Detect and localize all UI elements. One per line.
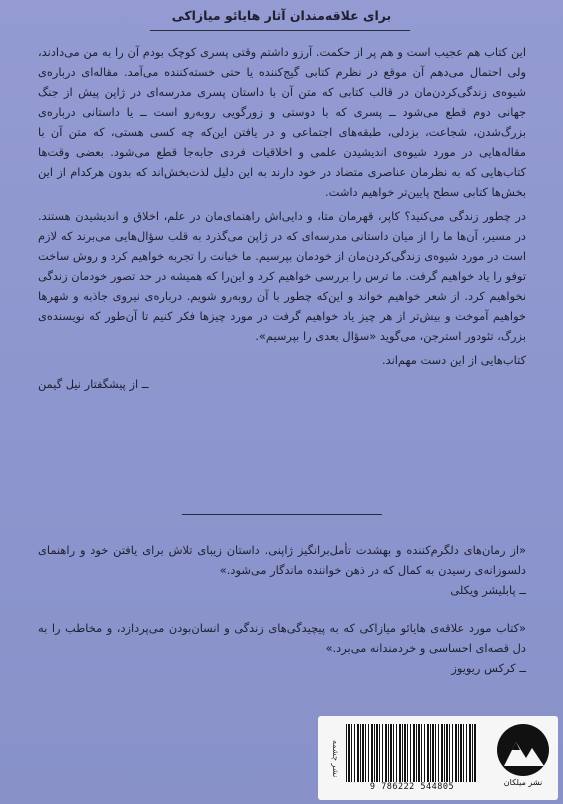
top-divider: [150, 30, 410, 31]
publisher-logo: [496, 722, 550, 794]
quote-text: «از رمان‌های دلگرم‌کننده و بهشدت تأمل‌برانگیز ژاپنی. داستان زیبای تلاش برای یافتن خود و راهنمای دلسوزانه‌ی رسیدن به کمال که در ذهن خواننده ماندگار می‌شود.»: [38, 543, 526, 577]
foreword-attribution: ــ از پیشگفتار نیل گیمن: [38, 377, 149, 391]
quote-source: ــ کرکس ریویوز: [451, 661, 526, 675]
barcode: [346, 724, 476, 782]
foreword-paragraph: این کتاب هم عجیب است و هم پر از حکمت. آرزو داشتم وقتی پسری کوچک بودم آن را به من می‌دادند، ولی احتمال می‌دهم آن موقع در نظرم کتابی گیج‌کننده یا حتی خسته‌کننده می‌آمد. مقاله‌ای درباره‌ی شیوه‌ی زندگی‌کردن‌مان در قالب کتابی که متن آن با داستان پسری مدرسه‌ای در ژاپن پیش از جنگ جهانی دوم قطع می‌شود ــ پسری که با دوستی و زورگویی روبه‌رو است ــ یا داستانی درباره‌ی بزرگ‌شدن، شجاعت، بزدلی، طبقه‌های اجتماعی و در یافتن این‌که چه کسی هستی، که متن آن با مقاله‌هایی در مورد شیوه‌ی اندیشیدن علمی و اخلاقیات فردی جابه‌جا قطع می‌شود. بعضی وقت‌ها کتاب‌هایی که به نظرمان عناصری متضاد در خود دارند به این دلیل لذت‌بخش‌اند که بدون هرکدام از این بخش‌ها کتابی سطح پایین‌تر خواهیم داشت.: [38, 45, 526, 199]
publisher-name: نشر میلکان: [503, 778, 543, 787]
cover-heading: برای علاقه‌مندان آثار هایائو میازاکی: [171, 8, 392, 23]
middle-divider: [182, 514, 382, 515]
foreword-paragraph: در چطور زندگی می‌کنید؟ کاپر، قهرمان متا، و دایی‌اش راهنمای‌مان در علم، اخلاق و اندیشیدن هستند. در مسیر، آن‌ها ما را از میان داستانی مدرسه‌ای که در ژاپن می‌گذرد به قلب سؤال‌هایی می‌برند که لازم است در مورد شیوه‌ی زندگی‌کردن‌مان از خودمان بپرسیم. ما خیانت را تجربه خواهیم کرد و روش ساخت توفو را یاد خواهیم گرفت. ما ترس را بررسی خواهیم کرد و این‌را که همیشه در حد تصور خودمان زندگی نخواهیم کرد. از شعر خواهیم خواند و این‌که چطور با آن روبه‌رو شویم. درباره‌ی نیروی جاذبه و شهرها خواهیم آموخت و بیش‌تر از هر چیز یاد خواهیم گرفت در مورد چیزها فکر کنیم تا آن‌طور که نویسنده‌ی بزرگ، تئودور استرجن، می‌گوید «سؤال بعدی را بپرسیم».: [38, 209, 526, 343]
quote-text: «کتاب مورد علاقه‌ی هایائو میازاکی که به پیچیدگی‌های زندگی و انسان‌بودن می‌پردازد، و مخاطب را به دل قصه‌ای احساسی و خردمندانه می‌برد.»: [38, 621, 526, 655]
mountains-icon: [496, 722, 550, 778]
review-quote: [38, 618, 526, 678]
foreword-excerpt: [38, 42, 526, 394]
foreword-paragraph: کتاب‌هایی از این دست مهم‌اند.: [381, 353, 526, 367]
barcode-panel: [318, 716, 558, 800]
quote-source: ــ پابلیشر ویکلی: [450, 583, 526, 597]
review-quote: [38, 540, 526, 600]
review-quotes: [38, 540, 526, 696]
publisher-side-text: نشر چشمه: [331, 740, 340, 778]
isbn-number: 9 786222 544805: [369, 782, 455, 792]
